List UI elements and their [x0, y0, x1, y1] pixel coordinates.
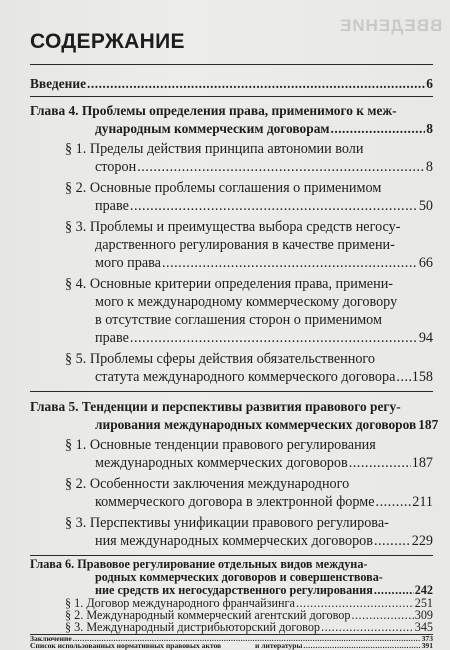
toc-page-number: 211: [412, 494, 433, 510]
section-5-2-title-line[interactable]: § 2. Особенности заключения международного: [65, 476, 350, 492]
toc-entry-section-6-3[interactable]: [65, 621, 433, 634]
chapter-6-title-line[interactable]: Глава 6. Правовое регулирование отдельных видов междуна-: [30, 557, 368, 571]
dot-leader: [376, 493, 412, 512]
dot-leader: [162, 254, 418, 273]
toc-title: международных коммерческих договоров: [95, 455, 348, 471]
toc-page-number: 391: [421, 641, 433, 650]
toc-page-number: 8: [426, 121, 433, 136]
toc-entry-chapter-4[interactable]: [95, 119, 433, 138]
page-title: СОДЕРЖАНИЕ: [30, 30, 185, 53]
toc-title: Заключение: [30, 634, 72, 643]
section-5-3-title-line[interactable]: § 3. Перспективы унификации правового регулирова-: [65, 515, 389, 531]
section-4-4-title-line[interactable]: в отсутствие соглашения сторон о применимом: [95, 312, 382, 328]
chapter-6-title-line[interactable]: родных коммерческих договоров и совершенствова-: [95, 570, 383, 584]
toc-title: ние средств их негосударственного регулирования: [95, 583, 373, 597]
chapter-5-title-line[interactable]: Глава 5. Тенденции и перспективы развития правового регу-: [30, 399, 401, 414]
dot-leader: [303, 642, 420, 650]
toc-entry-section-4-2[interactable]: [95, 197, 433, 216]
toc-page-number: 373: [421, 634, 433, 643]
toc-page-number: 158: [411, 369, 433, 385]
toc-title: ния международных коммерческих договоров: [95, 533, 373, 549]
section-4-4-title-line[interactable]: § 4. Основные критерии определения права, примени-: [65, 276, 394, 292]
toc-entry-chapter-5[interactable]: [95, 415, 439, 434]
chapter-4-title-line[interactable]: Глава 4. Проблемы определения права, применимого к меж-: [30, 103, 397, 118]
dot-leader: [349, 454, 411, 473]
toc-page-number: 229: [411, 533, 433, 549]
dot-leader: [374, 532, 411, 551]
toc-entry-section-5-2[interactable]: [95, 493, 433, 512]
toc-title: мого права: [95, 255, 161, 271]
dot-leader: [396, 368, 410, 387]
toc-entry-section-4-3[interactable]: [95, 254, 433, 273]
toc-title: дународным коммерческим договорам: [95, 121, 330, 136]
dot-leader: [321, 621, 414, 634]
toc-page-number: 251: [414, 596, 433, 610]
toc-title: праве: [95, 198, 129, 214]
toc-entry-section-5-3[interactable]: [95, 532, 433, 551]
dot-leader: [137, 158, 425, 177]
toc-title: статута международного коммерческого договора: [95, 369, 396, 385]
toc-entry-section-4-5[interactable]: [95, 368, 433, 387]
section-5-1-title-line[interactable]: § 1. Основные тенденции правового регулирования: [65, 437, 376, 453]
section-4-5-title-line[interactable]: § 5. Проблемы сферы действия обязательственного: [65, 351, 375, 367]
toc-title: и литературы: [255, 641, 303, 650]
dot-leader: [130, 329, 418, 348]
section-4-1-title-line[interactable]: § 1. Пределы действия принципа автономии воли: [65, 141, 364, 157]
toc-title: сторон: [95, 159, 137, 175]
dot-leader: [331, 119, 426, 138]
toc-entry-intro[interactable]: [30, 74, 433, 93]
toc-title: § 1. Договор международного франчайзинга: [65, 596, 295, 610]
toc-page-number: 94: [418, 330, 433, 346]
section-4-2-title-line[interactable]: § 2. Основные проблемы соглашения о применимом: [65, 180, 382, 196]
toc-page-number: 345: [414, 620, 433, 634]
toc-entry-literature[interactable]: [255, 642, 433, 650]
toc-page-number: 8: [425, 159, 433, 175]
toc-page-number: 50: [418, 198, 433, 214]
toc-page-number: 6: [426, 76, 433, 91]
section-4-4-title-line[interactable]: мого к международному коммерческому договору: [95, 294, 398, 310]
toc-page-number: 66: [418, 255, 433, 271]
top-rule: [30, 64, 433, 65]
toc-entry-section-4-1[interactable]: [95, 158, 433, 177]
toc-entry-section-4-4[interactable]: [95, 329, 433, 348]
dot-leader: [87, 74, 425, 93]
toc-entry-section-5-1[interactable]: [95, 454, 433, 473]
toc-title: праве: [95, 330, 129, 346]
section-4-3-title-line[interactable]: § 3. Проблемы и преимущества выбора средств негосу-: [65, 219, 401, 235]
toc-title: § 3. Международный дистрибьюторский договор: [65, 620, 321, 634]
section-4-3-title-line[interactable]: дарственного регулирования в качестве примени-: [95, 237, 395, 253]
toc-page-number: 242: [414, 583, 433, 597]
dot-leader: [130, 197, 418, 216]
toc-title: Введение: [30, 76, 87, 91]
section-divider: [30, 96, 433, 97]
bleed-through-text: ВВЕДЕНИЕ: [338, 16, 442, 35]
toc-title: лирования международных коммерческих договоров: [95, 417, 417, 432]
toc-title: коммерческого договора в электронной форме: [95, 494, 375, 510]
toc-page-number: 309: [414, 608, 433, 622]
dot-leader: [374, 584, 414, 597]
section-divider: [30, 391, 433, 392]
literature-title-line[interactable]: Список использованных нормативных правовых актов: [30, 641, 222, 650]
toc-page-number: 187: [418, 417, 439, 432]
toc-title: § 2. Международный коммерческий агентский договор: [65, 608, 351, 622]
toc-page-number: 187: [411, 455, 433, 471]
